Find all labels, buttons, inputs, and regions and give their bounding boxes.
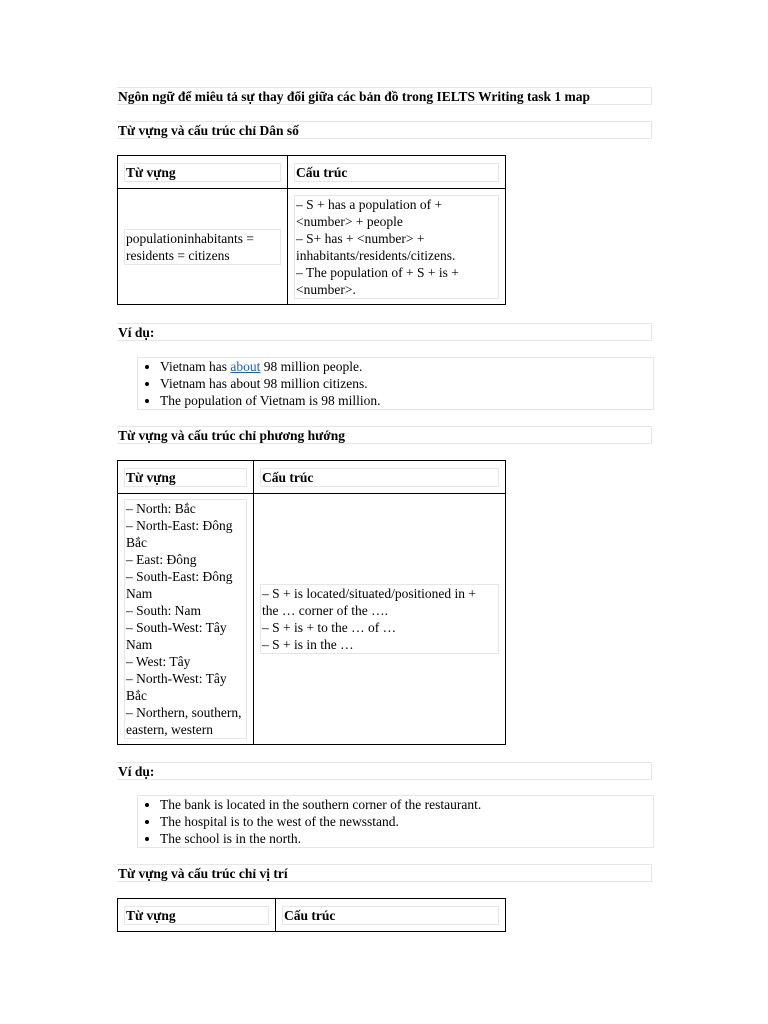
table-header-cell: Từ vựng	[118, 461, 254, 494]
direction-examples	[137, 795, 654, 848]
table-header-cell: Cấu trúc	[254, 461, 506, 494]
list-item: • Vietnam has about 98 million citizens.	[160, 375, 653, 392]
structure-cell: – S + has a population of + <number> + people – S+ has + <number> + inhabitants/residents/citizens. – The population of + S + is + <number>.	[288, 189, 506, 305]
list-item: • The bank is located in the southern corner of the restaurant.	[160, 796, 653, 813]
list-item: • The population of Vietnam is 98 million.	[160, 392, 653, 409]
table-header-cell: Cấu trúc	[288, 156, 506, 189]
example-label: Ví dụ:	[117, 323, 652, 341]
list-item: • Vietnam has about 98 million people.	[160, 358, 653, 375]
direction-table	[117, 460, 506, 745]
population-examples	[137, 357, 654, 410]
table-header-cell: Cấu trúc	[276, 899, 506, 932]
section-heading-position: Từ vựng và cấu trúc chỉ vị trí	[117, 864, 652, 882]
vocab-cell: populationinhabitants = residents = citizens	[118, 189, 288, 305]
page-title: Ngôn ngữ để miêu tả sự thay đổi giữa các bản đồ trong IELTS Writing task 1 map	[117, 87, 652, 105]
list-item: • The hospital is to the west of the newsstand.	[160, 813, 653, 830]
table-header-cell: Từ vựng	[118, 899, 276, 932]
table-header-cell: Từ vựng	[118, 156, 288, 189]
list-item: • The school is in the north.	[160, 830, 653, 847]
section-heading-direction: Từ vựng và cấu trúc chỉ phương hướng	[117, 426, 652, 444]
population-table	[117, 155, 506, 305]
structure-cell: – S + is located/situated/positioned in + the … corner of the …. – S + is + to the … of … – S + is in the …	[254, 494, 506, 745]
vocab-cell: – North: Bắc – North-East: Đông Bắc – East: Đông – South-East: Đông Nam – South: Nam – South-West: Tây Nam – West: Tây – North-West: Tây Bắc – Northern, southern, eastern, western	[118, 494, 254, 745]
about-link[interactable]: about	[230, 359, 261, 374]
section-heading-population: Từ vựng và cấu trúc chỉ Dân số	[117, 121, 652, 139]
example-label: Ví dụ:	[117, 762, 652, 780]
position-table	[117, 898, 506, 932]
